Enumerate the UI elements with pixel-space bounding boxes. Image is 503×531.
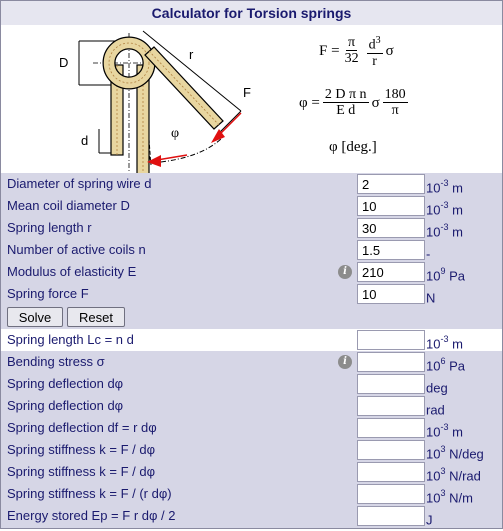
result-field[interactable]	[357, 440, 425, 460]
label-phi: φ	[171, 126, 180, 141]
field-label: Bending stress σ	[7, 354, 105, 369]
value-input[interactable]	[357, 196, 425, 216]
torsion-spring-diagram	[1, 25, 291, 173]
output-row-6	[1, 461, 502, 483]
info-icon[interactable]: i	[338, 355, 352, 369]
input-row-0	[1, 173, 502, 195]
field-label: Energy stored Ep = F r dφ / 2	[7, 508, 176, 523]
unit-label: J	[426, 512, 433, 528]
angle-formula: φ = $\frac{\text{2 D π n}}{\text{E d}}$ σ $\frac{180}{\pi}$	[299, 87, 406, 118]
input-row-5	[1, 283, 502, 305]
output-row-5	[1, 439, 502, 461]
result-field[interactable]	[357, 506, 425, 526]
result-field[interactable]	[357, 374, 425, 394]
force-formula: F = $\frac{\pi}{32}$ $\frac{d^3}{r}$ σ	[319, 35, 394, 69]
unit-label: $10^{-3}$ m	[426, 178, 463, 196]
field-label: Spring stiffness k = F / dφ	[7, 464, 156, 479]
label-r: r	[189, 47, 194, 62]
unit-label: N	[426, 290, 436, 306]
result-field[interactable]	[357, 396, 425, 416]
unit-label: $10^3$ N/rad	[426, 466, 481, 484]
field-label: Modulus of elasticity E	[7, 264, 137, 279]
field-label: Spring length r	[7, 220, 92, 235]
result-field[interactable]	[357, 352, 425, 372]
label-F: F	[243, 85, 251, 100]
label-D: D	[59, 55, 69, 70]
result-field[interactable]	[357, 418, 425, 438]
field-label: Spring deflection dφ	[7, 398, 124, 413]
field-label: Number of active coils n	[7, 242, 146, 257]
result-field[interactable]	[357, 330, 425, 350]
input-row-2	[1, 217, 502, 239]
unit-label: $10^3$ N/m	[426, 488, 473, 506]
value-input[interactable]	[357, 262, 425, 282]
calculator-form	[1, 173, 502, 527]
value-input[interactable]	[357, 240, 425, 260]
formula-panel	[291, 25, 496, 173]
button-row	[1, 305, 502, 329]
output-row-2	[1, 373, 502, 395]
unit-label: $10^{-3}$ m	[426, 422, 463, 440]
unit-label: -	[426, 246, 431, 262]
value-input[interactable]	[357, 174, 425, 194]
output-row-0	[1, 329, 502, 351]
output-row-1	[1, 351, 502, 373]
label-d: d	[81, 133, 89, 148]
unit-label: $10^{-3}$ m	[426, 222, 463, 240]
result-field[interactable]	[357, 462, 425, 482]
result-field[interactable]	[357, 484, 425, 504]
output-section	[1, 329, 502, 527]
reset-button[interactable]: Reset	[67, 307, 125, 327]
input-row-1	[1, 195, 502, 217]
value-input[interactable]	[357, 284, 425, 304]
page-title: Calculator for Torsion springs	[1, 1, 502, 25]
output-row-3	[1, 395, 502, 417]
solve-button[interactable]: Solve	[7, 307, 63, 327]
field-label: Spring deflection df = r dφ	[7, 420, 157, 435]
unit-label: $10^3$ N/deg	[426, 444, 484, 462]
unit-label: rad	[426, 402, 445, 418]
field-label: Spring length Lc = n d	[7, 332, 134, 347]
field-label: Diameter of spring wire d	[7, 176, 152, 191]
field-label: Spring deflection dφ	[7, 376, 124, 391]
field-label: Mean coil diameter D	[7, 198, 130, 213]
angle-unit-formula: φ [deg.]	[329, 139, 377, 155]
output-row-8	[1, 505, 502, 527]
field-label: Spring stiffness k = F / (r dφ)	[7, 486, 172, 501]
output-row-4	[1, 417, 502, 439]
unit-label: deg	[426, 380, 448, 396]
unit-label: $10^{-3}$ m	[426, 334, 463, 352]
info-icon[interactable]: i	[338, 265, 352, 279]
input-row-4	[1, 261, 502, 283]
output-row-7	[1, 483, 502, 505]
unit-label: $10^9$ Pa	[426, 266, 465, 284]
field-label: Spring force F	[7, 286, 89, 301]
input-row-3	[1, 239, 502, 261]
field-label: Spring stiffness k = F / dφ	[7, 442, 156, 457]
input-section	[1, 173, 502, 305]
value-input[interactable]	[357, 218, 425, 238]
spring-figure	[1, 25, 502, 173]
unit-label: $10^6$ Pa	[426, 356, 465, 374]
unit-label: $10^{-3}$ m	[426, 200, 463, 218]
